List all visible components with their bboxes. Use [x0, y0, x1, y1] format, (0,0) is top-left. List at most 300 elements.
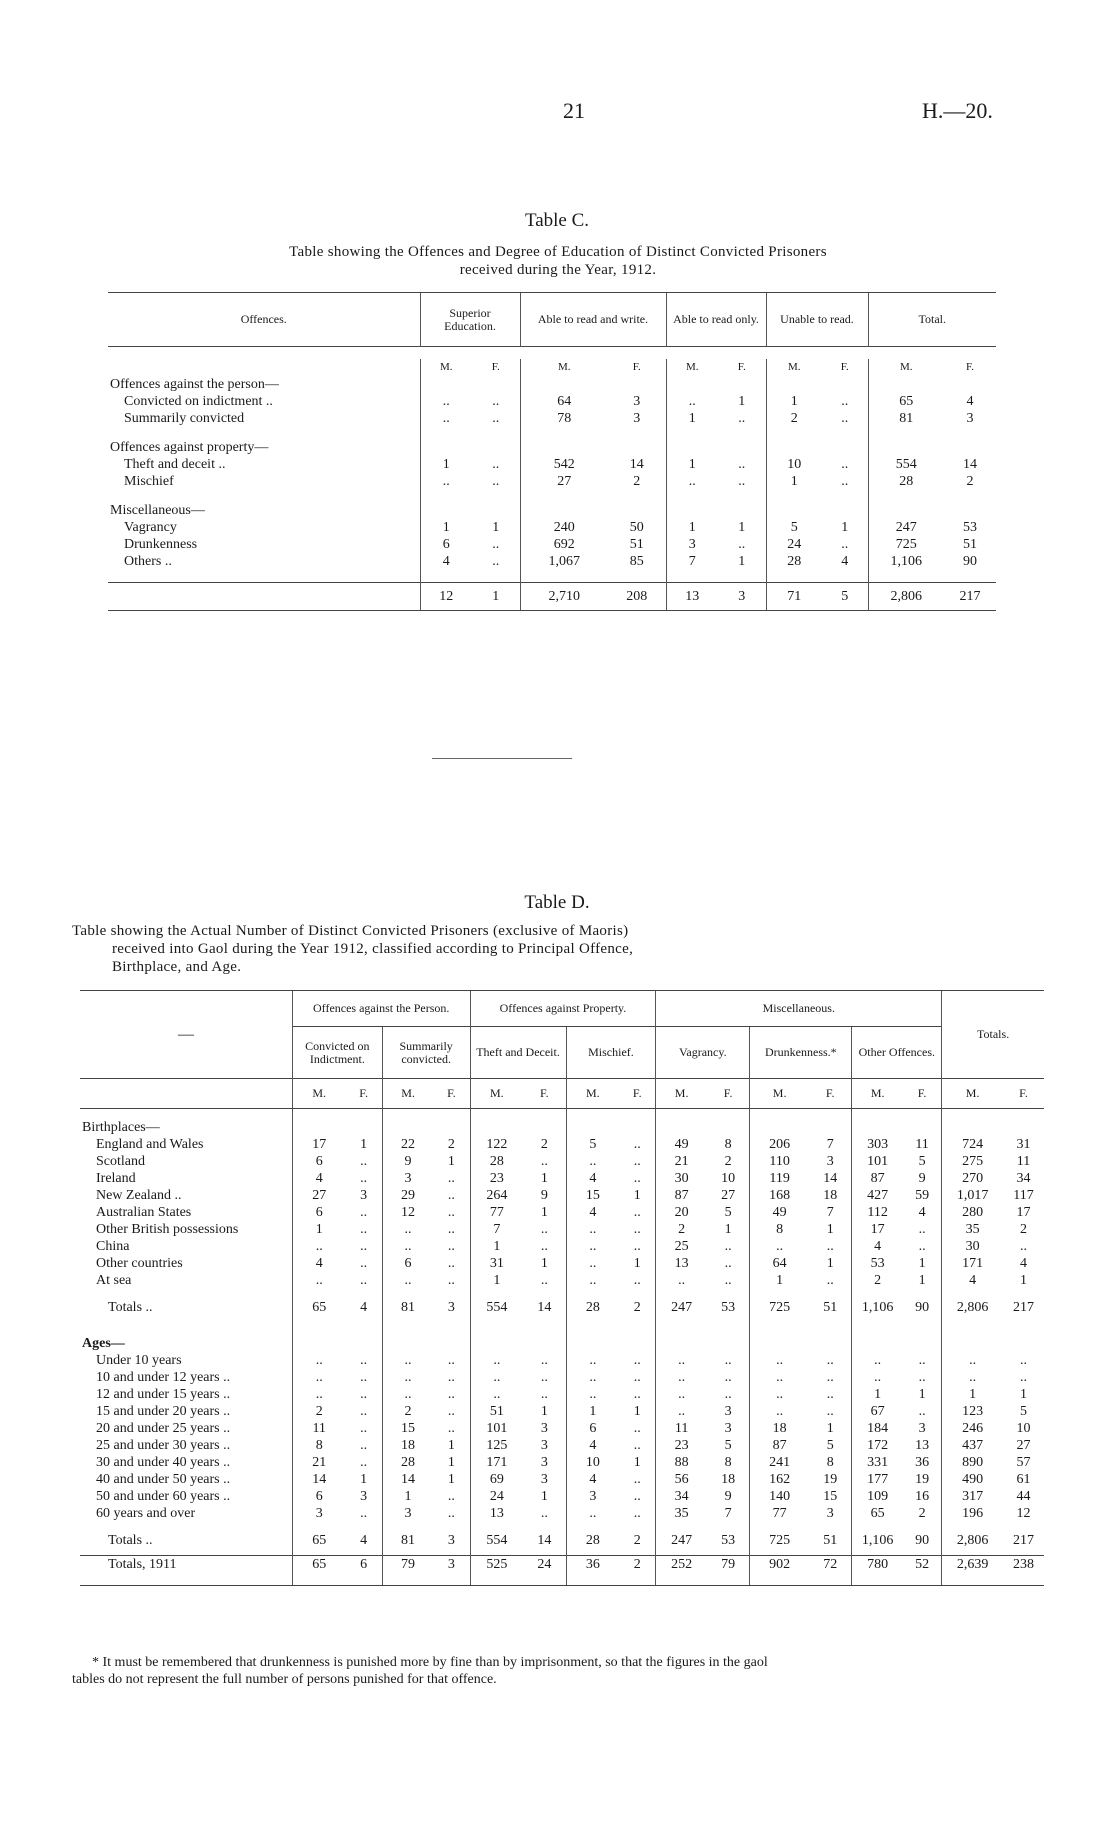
table-cell: [766, 427, 822, 439]
sex-header: F.: [966, 361, 974, 373]
table-cell: 34: [656, 1488, 707, 1505]
table-cell: 252: [656, 1556, 707, 1586]
table-cell: 2: [540, 1136, 548, 1152]
table-cell: 5: [766, 519, 822, 536]
sex-header: F.: [619, 1079, 656, 1109]
table-cell: 9: [382, 1153, 433, 1170]
row-label: Theft and deceit ..: [124, 457, 226, 472]
table-row: [80, 1505, 1044, 1522]
table-cell: 109: [852, 1488, 903, 1505]
table-cell: [520, 376, 608, 393]
row-label: Other countries: [96, 1255, 183, 1271]
table-cell: 12: [1016, 1505, 1031, 1521]
section-row: [108, 502, 996, 519]
table-cell: [382, 1335, 433, 1352]
table-cell: ..: [656, 1369, 707, 1386]
sex-header: M.: [520, 359, 608, 376]
table-cell: [520, 490, 608, 502]
section-row: [108, 439, 996, 456]
table-cell: [608, 439, 666, 456]
table-cell: [766, 490, 822, 502]
table-cell: [523, 1109, 566, 1119]
table-cell: ..: [360, 1352, 368, 1368]
table-cell: 65: [868, 393, 944, 410]
table-cell: 1: [633, 1187, 641, 1203]
table-cell: [750, 1109, 809, 1119]
table-cell: ..: [420, 473, 472, 490]
table-cell: [656, 1119, 707, 1136]
table-cell: [472, 439, 520, 456]
table-cell: 15: [566, 1187, 619, 1204]
table-cell: ..: [918, 1352, 926, 1368]
table-cell: 10: [566, 1454, 619, 1471]
table-d-caption: Table D.: [524, 892, 590, 913]
table-cell: 19: [915, 1471, 930, 1487]
table-row: [108, 536, 996, 553]
table-cell: 4: [566, 1170, 619, 1187]
table-cell: 112: [852, 1204, 903, 1221]
table-cell: 725: [750, 1299, 809, 1321]
table-cell: ..: [360, 1204, 368, 1220]
table-cell: 3: [447, 1299, 455, 1315]
table-cell: 11: [292, 1420, 345, 1437]
table-cell: [523, 1119, 566, 1136]
table-row: [80, 1420, 1044, 1437]
table-cell: ..: [447, 1255, 455, 1271]
table-cell: 1,106: [852, 1299, 903, 1321]
table-cell: 1: [1019, 1386, 1027, 1402]
table-cell: [608, 376, 666, 393]
table-cell: ..: [750, 1403, 809, 1420]
table-cell: 12: [382, 1204, 433, 1221]
table-cell: 1: [738, 394, 746, 409]
table-cell: 6: [382, 1255, 433, 1272]
table-cell: 1: [360, 1471, 368, 1487]
totals-1911-row: [80, 1556, 1044, 1586]
table-row: [80, 1488, 1044, 1505]
table-cell: ..: [852, 1352, 903, 1369]
table-cell: [942, 1109, 1003, 1119]
table-cell: 49: [750, 1204, 809, 1221]
table-cell: 3: [360, 1488, 368, 1504]
table-cell: 5: [566, 1136, 619, 1153]
table-cell: ..: [492, 537, 500, 552]
table-cell: 20: [656, 1204, 707, 1221]
table-cell: ..: [447, 1272, 455, 1288]
table-cell: [420, 490, 472, 502]
table-cell: 6: [292, 1488, 345, 1505]
table-d-title-line: Table showing the Actual Number of Distinct Convicted Prisoners (exclusive of Maoris): [72, 923, 629, 939]
table-cell: 3: [447, 1532, 455, 1548]
table-cell: 1: [826, 1420, 834, 1436]
table-cell: 280: [942, 1204, 1003, 1221]
table-cell: 64: [750, 1255, 809, 1272]
table-cell: ..: [633, 1221, 641, 1237]
table-cell: 554: [470, 1299, 523, 1321]
table-row: [80, 1153, 1044, 1170]
table-cell: 101: [470, 1420, 523, 1437]
table-cell: [346, 1119, 383, 1136]
table-cell: [1003, 1119, 1044, 1136]
sex-header: F.: [707, 1079, 750, 1109]
table-cell: 490: [942, 1471, 1003, 1488]
table-cell: 65: [852, 1505, 903, 1522]
table-cell: [822, 376, 868, 393]
table-cell: [80, 1109, 292, 1119]
table-cell: [619, 1321, 656, 1335]
table-cell: [944, 427, 996, 439]
table-c-title-line: Table showing the Offences and Degree of Education of Distinct Convicted Prisoners: [289, 244, 827, 260]
table-cell: ..: [656, 1386, 707, 1403]
row-label: England and Wales: [96, 1136, 204, 1152]
table-cell: [718, 490, 766, 502]
table-cell: 79: [707, 1556, 750, 1586]
table-row: [80, 1109, 1044, 1119]
table-cell: [292, 1522, 345, 1532]
table-cell: [420, 427, 472, 439]
table-cell: ..: [724, 1272, 732, 1288]
table-cell: 1: [447, 1471, 455, 1487]
table-cell: 65: [292, 1299, 345, 1321]
table-cell: [619, 1289, 656, 1299]
table-cell: 3: [633, 411, 641, 426]
table-cell: ..: [292, 1386, 345, 1403]
table-cell: 31: [470, 1255, 523, 1272]
table-cell: [1003, 1109, 1044, 1119]
table-cell: 16: [915, 1488, 930, 1504]
table-cell: ..: [447, 1488, 455, 1504]
table-cell: [750, 1289, 809, 1299]
table-cell: ..: [826, 1352, 834, 1368]
table-cell: 51: [963, 537, 977, 552]
table-cell: ..: [633, 1153, 641, 1169]
table-cell: 2: [619, 1556, 656, 1586]
table-cell: [942, 1335, 1003, 1352]
table-cell: [822, 490, 868, 502]
table-cell: ..: [360, 1420, 368, 1436]
table-cell: [852, 1119, 903, 1136]
table-cell: 2,806: [942, 1532, 1003, 1556]
row-label: Convicted on indictment ..: [124, 394, 273, 409]
table-cell: 11: [656, 1420, 707, 1437]
sex-header: F.: [840, 361, 849, 373]
table-cell: 67: [852, 1403, 903, 1420]
table-cell: ..: [738, 474, 746, 489]
table-cell: 51: [823, 1299, 838, 1315]
table-cell: 81: [382, 1532, 433, 1556]
table-cell: 52: [903, 1556, 942, 1586]
table-cell: [822, 439, 868, 456]
table-cell: [346, 1321, 383, 1335]
table-cell: ..: [447, 1352, 455, 1368]
table-row: [108, 427, 996, 439]
table-cell: ..: [633, 1170, 641, 1186]
table-cell: 53: [721, 1299, 736, 1315]
table-cell: 3: [826, 1505, 834, 1521]
table-cell: ..: [750, 1352, 809, 1369]
table-row: [108, 393, 996, 410]
table-cell: 270: [942, 1170, 1003, 1187]
table-cell: [718, 427, 766, 439]
table-cell: [809, 1335, 852, 1352]
table-cell: [420, 376, 472, 393]
total-cell: 2,806: [868, 583, 944, 611]
footnote-line: * It must be remembered that drunkenness is punished more by fine than by imprisonment, so that the figures in the gaol: [92, 1655, 768, 1670]
sex-header: F.: [737, 361, 746, 373]
table-cell: [903, 1109, 942, 1119]
table-cell: ..: [360, 1505, 368, 1521]
table-cell: 7: [666, 553, 718, 570]
table-cell: 3: [360, 1187, 368, 1203]
table-cell: [420, 502, 472, 519]
table-cell: 49: [656, 1136, 707, 1153]
table-cell: 3: [633, 394, 641, 409]
table-cell: ..: [738, 457, 746, 472]
table-cell: 8: [826, 1454, 834, 1470]
table-cell: 206: [750, 1136, 809, 1153]
table-cell: [433, 1119, 470, 1136]
table-cell: 1: [766, 473, 822, 490]
row-label: Scotland: [96, 1153, 145, 1169]
table-cell: 2: [724, 1153, 732, 1169]
col-against-property: Offences against Property.: [470, 991, 656, 1027]
row-label: Totals ..: [108, 1299, 153, 1315]
table-cell: [822, 502, 868, 519]
table-cell: 1: [540, 1255, 548, 1271]
table-cell: [656, 1522, 707, 1532]
section-label: Miscellaneous—: [110, 503, 205, 518]
table-cell: ..: [382, 1238, 433, 1255]
row-label: 40 and under 50 years ..: [96, 1471, 231, 1487]
section-label: Offences against the person—: [110, 377, 279, 392]
table-cell: [707, 1321, 750, 1335]
table-cell: 3: [566, 1488, 619, 1505]
table-cell: 44: [1016, 1488, 1031, 1504]
table-row: [80, 1471, 1044, 1488]
table-cell: 1,067: [520, 553, 608, 570]
table-cell: [707, 1289, 750, 1299]
table-cell: 1,017: [942, 1187, 1003, 1204]
table-cell: ..: [382, 1352, 433, 1369]
table-row: [80, 1170, 1044, 1187]
table-cell: 177: [852, 1471, 903, 1488]
table-cell: [718, 439, 766, 456]
table-cell: ..: [750, 1386, 809, 1403]
table-cell: 1: [738, 520, 746, 535]
table-cell: 1,106: [868, 553, 944, 570]
table-cell: 59: [915, 1187, 930, 1203]
table-cell: 1: [492, 520, 500, 535]
table-cell: 64: [520, 393, 608, 410]
table-cell: 3: [966, 411, 974, 426]
table-cell: 692: [520, 536, 608, 553]
total-cell: 217: [944, 583, 996, 611]
table-cell: 1: [666, 410, 718, 427]
table-cell: 1: [841, 520, 849, 535]
table-cell: 4: [852, 1238, 903, 1255]
table-cell: 8: [724, 1136, 732, 1152]
total-cell: 12: [420, 583, 472, 611]
table-cell: ..: [633, 1386, 641, 1402]
table-cell: 725: [868, 536, 944, 553]
table-cell: [292, 1335, 345, 1352]
table-cell: ..: [540, 1272, 548, 1288]
table-cell: ..: [447, 1386, 455, 1402]
table-cell: 28: [868, 473, 944, 490]
table-cell: 29: [382, 1187, 433, 1204]
table-row: [80, 1204, 1044, 1221]
table-cell: ..: [633, 1488, 641, 1504]
table-cell: 14: [382, 1471, 433, 1488]
table-cell: ..: [841, 394, 849, 409]
table-cell: ..: [656, 1352, 707, 1369]
table-cell: [1003, 1289, 1044, 1299]
table-cell: 1,106: [852, 1532, 903, 1556]
table-cell: ..: [566, 1352, 619, 1369]
table-row: [80, 1321, 1044, 1335]
table-d-title-line: received into Gaol during the Year 1912, classified according to Principal Offence,: [112, 941, 634, 957]
table-cell: ..: [470, 1386, 523, 1403]
table-cell: ..: [540, 1352, 548, 1368]
table-cell: ..: [447, 1505, 455, 1521]
table-cell: 902: [750, 1556, 809, 1586]
table-cell: ..: [492, 554, 500, 569]
table-cell: [809, 1289, 852, 1299]
table-cell: 4: [566, 1204, 619, 1221]
table-cell: [750, 1522, 809, 1532]
row-label: Australian States: [96, 1204, 192, 1220]
table-cell: 4: [1019, 1255, 1027, 1271]
table-cell: [470, 1321, 523, 1335]
table-cell: [382, 1522, 433, 1532]
row-label: Drunkenness: [124, 537, 198, 552]
table-cell: 36: [915, 1454, 930, 1470]
sex-header: M.: [292, 1079, 345, 1109]
table-cell: [944, 376, 996, 393]
table-cell: ..: [360, 1170, 368, 1186]
table-cell: 196: [942, 1505, 1003, 1522]
table-cell: [707, 1109, 750, 1119]
table-cell: [566, 1119, 619, 1136]
table-cell: 3: [540, 1420, 548, 1436]
table-cell: 554: [470, 1532, 523, 1556]
table-cell: [666, 490, 718, 502]
table-cell: 3: [292, 1505, 345, 1522]
table-cell: [852, 1321, 903, 1335]
table-cell: 85: [629, 554, 644, 569]
totals-row: [80, 1532, 1044, 1556]
table-cell: 317: [942, 1488, 1003, 1505]
table-cell: ..: [360, 1238, 368, 1254]
table-cell: [666, 439, 718, 456]
sex-header: M.: [420, 359, 472, 376]
col-theft: Theft and Deceit.: [470, 1027, 566, 1079]
table-cell: [944, 439, 996, 456]
table-cell: 6: [292, 1153, 345, 1170]
table-cell: 28: [470, 1153, 523, 1170]
table-cell: 30: [656, 1170, 707, 1187]
table-cell: 125: [470, 1437, 523, 1454]
table-cell: ..: [420, 410, 472, 427]
table-cell: [942, 1289, 1003, 1299]
table-cell: [809, 1522, 852, 1532]
table-cell: 11: [1016, 1153, 1031, 1169]
table-cell: 10: [1016, 1420, 1031, 1436]
table-row: [80, 1454, 1044, 1471]
col-blank: —: [80, 991, 292, 1079]
table-cell: [942, 1522, 1003, 1532]
table-cell: [523, 1321, 566, 1335]
table-cell: 17: [852, 1221, 903, 1238]
table-cell: 7: [826, 1204, 834, 1220]
table-cell: ..: [633, 1505, 641, 1521]
table-cell: 525: [470, 1556, 523, 1586]
table-cell: 77: [750, 1505, 809, 1522]
table-row: [108, 359, 996, 376]
table-cell: 5: [826, 1437, 834, 1453]
table-cell: 23: [470, 1170, 523, 1187]
sex-header: F.: [491, 361, 500, 373]
table-cell: 3: [666, 536, 718, 553]
table-cell: [470, 1289, 523, 1299]
col-total: Total.: [868, 293, 996, 347]
col-against-person: Offences against the Person.: [292, 991, 470, 1027]
table-cell: 2: [766, 410, 822, 427]
table-cell: ..: [566, 1369, 619, 1386]
table-cell: 101: [852, 1153, 903, 1170]
table-cell: [903, 1119, 942, 1136]
table-cell: ..: [1019, 1352, 1027, 1368]
total-cell: 3: [718, 583, 766, 611]
table-cell: 8: [750, 1221, 809, 1238]
table-row: [80, 1289, 1044, 1299]
footnote: [72, 1654, 1044, 1688]
table-cell: ..: [292, 1352, 345, 1369]
total-cell: 208: [608, 583, 666, 611]
table-cell: 1: [540, 1170, 548, 1186]
table-cell: [108, 570, 420, 583]
table-cell: ..: [360, 1272, 368, 1288]
total-cell: 5: [822, 583, 868, 611]
table-cell: [822, 570, 868, 583]
table-cell: [868, 427, 944, 439]
table-cell: ..: [852, 1369, 903, 1386]
table-cell: 6: [292, 1204, 345, 1221]
table-cell: 2: [633, 474, 641, 489]
table-row: [108, 553, 996, 570]
row-label: Vagrancy: [124, 520, 177, 535]
table-cell: 25: [656, 1238, 707, 1255]
table-cell: 14: [292, 1471, 345, 1488]
row-label: Other British possessions: [96, 1221, 239, 1237]
table-cell: [80, 1321, 292, 1335]
table-cell: 4: [292, 1170, 345, 1187]
table-cell: 3: [433, 1556, 470, 1586]
table-cell: 6: [346, 1556, 383, 1586]
footnote-line: tables do not represent the full number of persons punished for that offence.: [72, 1672, 497, 1687]
table-cell: [470, 1109, 523, 1119]
table-cell: ..: [566, 1153, 619, 1170]
section-label: Birthplaces—: [82, 1119, 160, 1135]
table-cell: 1: [470, 1238, 523, 1255]
table-cell: 303: [852, 1136, 903, 1153]
table-cell: 3: [724, 1420, 732, 1436]
table-cell: 9: [540, 1187, 548, 1203]
table-cell: [472, 570, 520, 583]
table-cell: [656, 1335, 707, 1352]
table-cell: [566, 1109, 619, 1119]
table-cell: 19: [823, 1471, 838, 1487]
